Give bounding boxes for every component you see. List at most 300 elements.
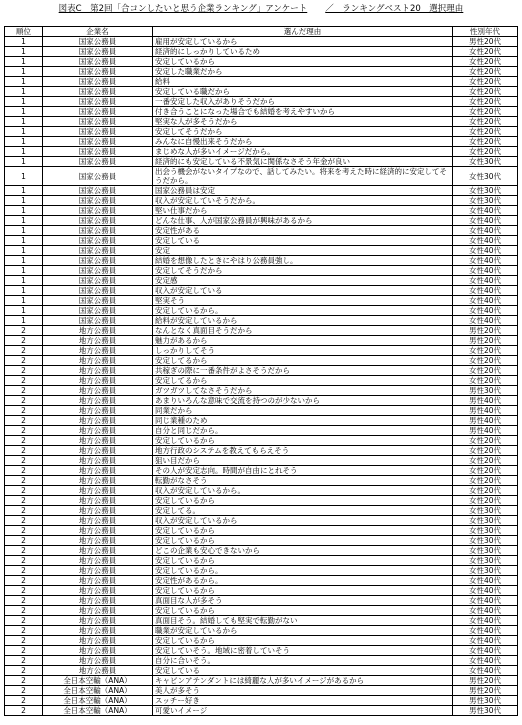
cell-rank: 2 xyxy=(5,546,43,556)
cell-company: 国家公務員 xyxy=(43,67,153,77)
cell-reason: まじめな人が多いイメージだから。 xyxy=(153,147,453,157)
cell-company: 地方公務員 xyxy=(43,336,153,346)
table-row xyxy=(5,87,518,97)
table-row xyxy=(5,536,518,546)
cell-gender-age: 女性30代 xyxy=(453,536,518,546)
cell-reason: 安定している xyxy=(153,236,453,246)
table-row xyxy=(5,406,518,416)
cell-reason: 安定しているから xyxy=(153,606,453,616)
cell-company: 全日本空輸（ANA） xyxy=(43,706,153,716)
cell-reason: 美人が多そう xyxy=(153,686,453,696)
cell-company: 国家公務員 xyxy=(43,306,153,316)
cell-gender-age: 女性40代 xyxy=(453,216,518,226)
cell-gender-age: 男性20代 xyxy=(453,336,518,346)
cell-gender-age: 女性20代 xyxy=(453,486,518,496)
cell-gender-age: 女性40代 xyxy=(453,306,518,316)
cell-gender-age: 女性40代 xyxy=(453,286,518,296)
cell-gender-age: 女性20代 xyxy=(453,366,518,376)
cell-rank: 2 xyxy=(5,536,43,546)
cell-rank: 2 xyxy=(5,516,43,526)
cell-reason: 安定しているから xyxy=(153,536,453,546)
cell-reason: 出会う機会がないタイプなので、話してみたい。将来を考えた時に経済的に安定してそうだから。 xyxy=(153,167,453,186)
cell-company: 地方公務員 xyxy=(43,406,153,416)
cell-reason: 安定感 xyxy=(153,276,453,286)
cell-gender-age: 女性40代 xyxy=(453,616,518,626)
cell-reason: スッチー好き xyxy=(153,696,453,706)
cell-company: 国家公務員 xyxy=(43,167,153,186)
table-row xyxy=(5,566,518,576)
cell-reason: キャビンアテンダントには綺麗な人が多いイメージがあるから xyxy=(153,676,453,686)
table-row xyxy=(5,696,518,706)
cell-rank: 2 xyxy=(5,526,43,536)
cell-gender-age: 女性20代 xyxy=(453,346,518,356)
table-row xyxy=(5,157,518,167)
cell-reason: 自分に合いそう。 xyxy=(153,656,453,666)
cell-reason: 安定性がある xyxy=(153,226,453,236)
cell-rank: 2 xyxy=(5,636,43,646)
cell-rank: 1 xyxy=(5,37,43,47)
cell-company: 国家公務員 xyxy=(43,47,153,57)
table-row xyxy=(5,167,518,186)
cell-rank: 1 xyxy=(5,246,43,256)
cell-company: 国家公務員 xyxy=(43,276,153,286)
cell-rank: 2 xyxy=(5,576,43,586)
cell-gender-age: 女性20代 xyxy=(453,436,518,446)
table-row xyxy=(5,686,518,696)
cell-rank: 2 xyxy=(5,426,43,436)
cell-gender-age: 女性20代 xyxy=(453,376,518,386)
table-row xyxy=(5,556,518,566)
cell-company: 地方公務員 xyxy=(43,566,153,576)
cell-rank: 1 xyxy=(5,97,43,107)
cell-company: 地方公務員 xyxy=(43,646,153,656)
cell-rank: 2 xyxy=(5,646,43,656)
table-row xyxy=(5,636,518,646)
cell-gender-age: 女性20代 xyxy=(453,57,518,67)
cell-company: 地方公務員 xyxy=(43,416,153,426)
cell-reason: 安定してる。 xyxy=(153,506,453,516)
cell-company: 地方公務員 xyxy=(43,556,153,566)
cell-rank: 1 xyxy=(5,276,43,286)
table-row xyxy=(5,606,518,616)
cell-reason: 同じ業種のため xyxy=(153,416,453,426)
cell-reason: 職業が安定しているから xyxy=(153,626,453,636)
cell-reason: 収入が安定しているから。 xyxy=(153,486,453,496)
cell-reason: 安定しているから xyxy=(153,556,453,566)
cell-rank: 1 xyxy=(5,196,43,206)
table-row xyxy=(5,137,518,147)
table-row xyxy=(5,346,518,356)
cell-rank: 1 xyxy=(5,137,43,147)
cell-gender-age: 女性30代 xyxy=(453,526,518,536)
table-body xyxy=(5,37,518,716)
cell-rank: 1 xyxy=(5,167,43,186)
cell-rank: 2 xyxy=(5,396,43,406)
table-row xyxy=(5,57,518,67)
cell-rank: 2 xyxy=(5,506,43,516)
cell-gender-age: 男性40代 xyxy=(453,416,518,426)
cell-reason: 真面目そう。結婚しても堅実で転勤がない xyxy=(153,616,453,626)
cell-rank: 1 xyxy=(5,216,43,226)
cell-gender-age: 女性20代 xyxy=(453,87,518,97)
cell-rank: 1 xyxy=(5,286,43,296)
cell-rank: 1 xyxy=(5,87,43,97)
table-row xyxy=(5,226,518,236)
cell-company: 国家公務員 xyxy=(43,226,153,236)
cell-rank: 1 xyxy=(5,236,43,246)
cell-company: 地方公務員 xyxy=(43,586,153,596)
table-row xyxy=(5,236,518,246)
table-row xyxy=(5,616,518,626)
table-row xyxy=(5,396,518,406)
cell-company: 国家公務員 xyxy=(43,296,153,306)
cell-gender-age: 女性30代 xyxy=(453,186,518,196)
cell-gender-age: 女性20代 xyxy=(453,496,518,506)
cell-reason: 狙い目だから xyxy=(153,456,453,466)
table-row xyxy=(5,336,518,346)
cell-rank: 1 xyxy=(5,296,43,306)
cell-company: 国家公務員 xyxy=(43,246,153,256)
cell-rank: 2 xyxy=(5,336,43,346)
table-row xyxy=(5,316,518,326)
table-row xyxy=(5,376,518,386)
cell-gender-age: 男性40代 xyxy=(453,396,518,406)
cell-gender-age: 女性20代 xyxy=(453,476,518,486)
table-row xyxy=(5,147,518,157)
title-main: 図表C 第2回「合コンしたいと思う企業ランキング」アンケート xyxy=(58,4,308,14)
cell-reason: 付き合うことになった場合でも結婚を考えやすいから xyxy=(153,107,453,117)
table-row xyxy=(5,506,518,516)
cell-company: 国家公務員 xyxy=(43,186,153,196)
table-row xyxy=(5,366,518,376)
cell-reason: 経済的にも安定している不景気に関係なさそう年金が良い xyxy=(153,157,453,167)
table-row xyxy=(5,656,518,666)
cell-gender-age: 女性30代 xyxy=(453,506,518,516)
cell-reason: どんな仕事、人が国家公務員が興味があるから xyxy=(153,216,453,226)
cell-reason: みんなに自慢出来そうだから xyxy=(153,137,453,147)
cell-rank: 2 xyxy=(5,616,43,626)
cell-reason: 安定していそう。地域に密着していそう xyxy=(153,646,453,656)
table-row xyxy=(5,576,518,586)
header-reason: 選んだ理由 xyxy=(153,27,453,37)
cell-reason: 安定した職業だから xyxy=(153,67,453,77)
table-row xyxy=(5,246,518,256)
cell-company: 地方公務員 xyxy=(43,426,153,436)
cell-reason: 堅実そう xyxy=(153,296,453,306)
cell-company: 国家公務員 xyxy=(43,157,153,167)
cell-company: 地方公務員 xyxy=(43,386,153,396)
cell-rank: 2 xyxy=(5,666,43,676)
cell-gender-age: 女性40代 xyxy=(453,586,518,596)
cell-company: 地方公務員 xyxy=(43,366,153,376)
cell-gender-age: 女性40代 xyxy=(453,596,518,606)
cell-reason: 一番安定した収入がありそうだから xyxy=(153,97,453,107)
cell-reason: 安定しているから xyxy=(153,526,453,536)
cell-gender-age: 女性40代 xyxy=(453,606,518,616)
cell-rank: 2 xyxy=(5,346,43,356)
cell-gender-age: 女性30代 xyxy=(453,516,518,526)
cell-gender-age: 女性30代 xyxy=(453,546,518,556)
cell-rank: 1 xyxy=(5,266,43,276)
cell-gender-age: 男性20代 xyxy=(453,676,518,686)
cell-reason: 結婚を想像したときにやはり公務員強し。 xyxy=(153,256,453,266)
cell-company: 地方公務員 xyxy=(43,626,153,636)
cell-reason: 安定してそうだから xyxy=(153,266,453,276)
table-row xyxy=(5,286,518,296)
cell-reason: 安定してるから xyxy=(153,356,453,366)
cell-rank: 1 xyxy=(5,226,43,236)
table-row xyxy=(5,666,518,676)
table-row xyxy=(5,77,518,87)
table-row xyxy=(5,516,518,526)
cell-rank: 1 xyxy=(5,186,43,196)
cell-rank: 2 xyxy=(5,556,43,566)
cell-gender-age: 女性20代 xyxy=(453,127,518,137)
cell-rank: 2 xyxy=(5,496,43,506)
table-row xyxy=(5,596,518,606)
cell-reason: しっかりしてそう xyxy=(153,346,453,356)
cell-company: 国家公務員 xyxy=(43,216,153,226)
cell-reason: 地方行政のシステムを教えてもらえそう xyxy=(153,446,453,456)
cell-rank: 2 xyxy=(5,416,43,426)
cell-company: 地方公務員 xyxy=(43,326,153,336)
cell-gender-age: 女性40代 xyxy=(453,276,518,286)
cell-reason: 収入が安定していそうだから。 xyxy=(153,196,453,206)
cell-company: 国家公務員 xyxy=(43,57,153,67)
cell-reason: 安定してそうだから xyxy=(153,127,453,137)
cell-rank: 1 xyxy=(5,306,43,316)
cell-rank: 1 xyxy=(5,147,43,157)
cell-rank: 2 xyxy=(5,476,43,486)
cell-reason: 堅い仕事だから xyxy=(153,206,453,216)
cell-rank: 2 xyxy=(5,436,43,446)
cell-gender-age: 女性30代 xyxy=(453,196,518,206)
cell-company: 国家公務員 xyxy=(43,316,153,326)
cell-gender-age: 男性20代 xyxy=(453,37,518,47)
table-row xyxy=(5,67,518,77)
table-row xyxy=(5,486,518,496)
cell-reason: ガツガツしてなさそうだから xyxy=(153,386,453,396)
cell-reason: 自分と同じだから。 xyxy=(153,426,453,436)
cell-reason: 安定しているから xyxy=(153,436,453,446)
cell-company: 全日本空輸（ANA） xyxy=(43,686,153,696)
cell-gender-age: 女性20代 xyxy=(453,97,518,107)
cell-company: 地方公務員 xyxy=(43,526,153,536)
cell-company: 地方公務員 xyxy=(43,356,153,366)
cell-gender-age: 女性20代 xyxy=(453,147,518,157)
reasons-table xyxy=(4,26,518,716)
cell-company: 地方公務員 xyxy=(43,486,153,496)
cell-company: 地方公務員 xyxy=(43,476,153,486)
table-row xyxy=(5,186,518,196)
table-row xyxy=(5,127,518,137)
cell-gender-age: 女性40代 xyxy=(453,236,518,246)
cell-rank: 2 xyxy=(5,696,43,706)
header-rank: 順位 xyxy=(5,27,43,37)
cell-company: 地方公務員 xyxy=(43,396,153,406)
cell-reason: 可愛いイメージ xyxy=(153,706,453,716)
title-sub: ／ ランキングベスト20 選択理由 xyxy=(325,4,464,14)
cell-gender-age: 女性20代 xyxy=(453,446,518,456)
cell-gender-age: 女性20代 xyxy=(453,47,518,57)
cell-reason: その人が安定志向。時間が自由にとれそう xyxy=(153,466,453,476)
cell-gender-age: 女性40代 xyxy=(453,576,518,586)
cell-reason: 同業だから xyxy=(153,406,453,416)
table-row xyxy=(5,706,518,716)
cell-rank: 2 xyxy=(5,486,43,496)
table-row xyxy=(5,496,518,506)
table-row xyxy=(5,37,518,47)
cell-reason: 安定しているから xyxy=(153,496,453,506)
cell-rank: 2 xyxy=(5,656,43,666)
cell-company: 地方公務員 xyxy=(43,666,153,676)
cell-company: 地方公務員 xyxy=(43,496,153,506)
cell-reason: 安定しているから xyxy=(153,636,453,646)
cell-gender-age: 女性20代 xyxy=(453,137,518,147)
cell-company: 全日本空輸（ANA） xyxy=(43,696,153,706)
table-row xyxy=(5,526,518,536)
cell-gender-age: 女性40代 xyxy=(453,206,518,216)
cell-gender-age: 女性20代 xyxy=(453,466,518,476)
cell-rank: 2 xyxy=(5,596,43,606)
cell-rank: 2 xyxy=(5,386,43,396)
cell-rank: 1 xyxy=(5,316,43,326)
cell-gender-age: 女性40代 xyxy=(453,636,518,646)
cell-company: 地方公務員 xyxy=(43,536,153,546)
cell-gender-age: 男性30代 xyxy=(453,386,518,396)
cell-reason: 収入が安定している xyxy=(153,286,453,296)
cell-rank: 1 xyxy=(5,117,43,127)
cell-company: 国家公務員 xyxy=(43,87,153,97)
table-row xyxy=(5,466,518,476)
cell-reason: 転勤がなさそう xyxy=(153,476,453,486)
cell-gender-age: 女性40代 xyxy=(453,256,518,266)
cell-company: 地方公務員 xyxy=(43,636,153,646)
table-row xyxy=(5,216,518,226)
cell-rank: 2 xyxy=(5,626,43,636)
table-row xyxy=(5,117,518,127)
cell-reason: 安定しているから xyxy=(153,57,453,67)
cell-reason: どこの企業も安心できないから xyxy=(153,546,453,556)
cell-gender-age: 女性40代 xyxy=(453,246,518,256)
table-row xyxy=(5,646,518,656)
cell-reason: 安定性があるから。 xyxy=(153,576,453,586)
cell-reason: 安定している職だから xyxy=(153,87,453,97)
table-row xyxy=(5,356,518,366)
cell-gender-age: 女性40代 xyxy=(453,646,518,656)
cell-gender-age: 女性40代 xyxy=(453,316,518,326)
table-row xyxy=(5,416,518,426)
cell-gender-age: 女性20代 xyxy=(453,67,518,77)
table-row xyxy=(5,276,518,286)
cell-rank: 2 xyxy=(5,676,43,686)
cell-company: 国家公務員 xyxy=(43,236,153,246)
cell-gender-age: 女性30代 xyxy=(453,157,518,167)
cell-rank: 2 xyxy=(5,446,43,456)
cell-gender-age: 女性20代 xyxy=(453,356,518,366)
cell-company: 地方公務員 xyxy=(43,606,153,616)
cell-reason: なんとなく真面目そうだから xyxy=(153,326,453,336)
cell-reason: 収入が安定しているから xyxy=(153,516,453,526)
cell-rank: 2 xyxy=(5,466,43,476)
cell-reason: 雇用が安定しているから xyxy=(153,37,453,47)
table-row xyxy=(5,586,518,596)
cell-reason: 安定しているから。 xyxy=(153,566,453,576)
cell-reason: 安定しているから。 xyxy=(153,306,453,316)
cell-gender-age: 男性30代 xyxy=(453,696,518,706)
cell-rank: 1 xyxy=(5,157,43,167)
cell-gender-age: 女性40代 xyxy=(453,226,518,236)
cell-company: 国家公務員 xyxy=(43,107,153,117)
cell-rank: 1 xyxy=(5,107,43,117)
document-title xyxy=(0,3,522,15)
cell-company: 国家公務員 xyxy=(43,37,153,47)
cell-company: 地方公務員 xyxy=(43,456,153,466)
cell-gender-age: 女性30代 xyxy=(453,556,518,566)
table-row xyxy=(5,546,518,556)
header-gender-age: 性別年代 xyxy=(453,27,518,37)
cell-gender-age: 女性40代 xyxy=(453,656,518,666)
cell-rank: 1 xyxy=(5,77,43,87)
cell-reason: 魅力があるから xyxy=(153,336,453,346)
table-row xyxy=(5,196,518,206)
cell-company: 地方公務員 xyxy=(43,436,153,446)
cell-reason: 安定 xyxy=(153,246,453,256)
cell-company: 地方公務員 xyxy=(43,376,153,386)
table-row xyxy=(5,266,518,276)
table-row xyxy=(5,426,518,436)
cell-company: 全日本空輸（ANA） xyxy=(43,676,153,686)
cell-rank: 1 xyxy=(5,206,43,216)
table-row xyxy=(5,456,518,466)
table-row xyxy=(5,676,518,686)
table-row xyxy=(5,296,518,306)
cell-rank: 2 xyxy=(5,456,43,466)
table-row xyxy=(5,206,518,216)
cell-rank: 1 xyxy=(5,67,43,77)
table-row xyxy=(5,386,518,396)
cell-rank: 1 xyxy=(5,57,43,67)
cell-rank: 2 xyxy=(5,606,43,616)
table-row xyxy=(5,97,518,107)
cell-company: 国家公務員 xyxy=(43,266,153,276)
cell-company: 地方公務員 xyxy=(43,656,153,666)
cell-rank: 2 xyxy=(5,566,43,576)
table-row xyxy=(5,476,518,486)
cell-reason: 安定してるから xyxy=(153,376,453,386)
cell-company: 国家公務員 xyxy=(43,97,153,107)
cell-reason: 真面目な人が多そう xyxy=(153,596,453,606)
table-header-row xyxy=(5,27,518,37)
cell-gender-age: 女性20代 xyxy=(453,107,518,117)
cell-reason: 国家公務員は安定 xyxy=(153,186,453,196)
cell-gender-age: 男性40代 xyxy=(453,406,518,416)
cell-reason: 安定している xyxy=(153,666,453,676)
cell-rank: 1 xyxy=(5,47,43,57)
cell-gender-age: 女性20代 xyxy=(453,77,518,87)
table-row xyxy=(5,626,518,636)
cell-gender-age: 男性40代 xyxy=(453,426,518,436)
table-row xyxy=(5,256,518,266)
header-company: 企業名 xyxy=(43,27,153,37)
table-row xyxy=(5,47,518,57)
table-row xyxy=(5,326,518,336)
cell-company: 国家公務員 xyxy=(43,206,153,216)
cell-reason: 安定しているから xyxy=(153,586,453,596)
cell-company: 国家公務員 xyxy=(43,127,153,137)
cell-company: 国家公務員 xyxy=(43,117,153,127)
cell-company: 地方公務員 xyxy=(43,506,153,516)
